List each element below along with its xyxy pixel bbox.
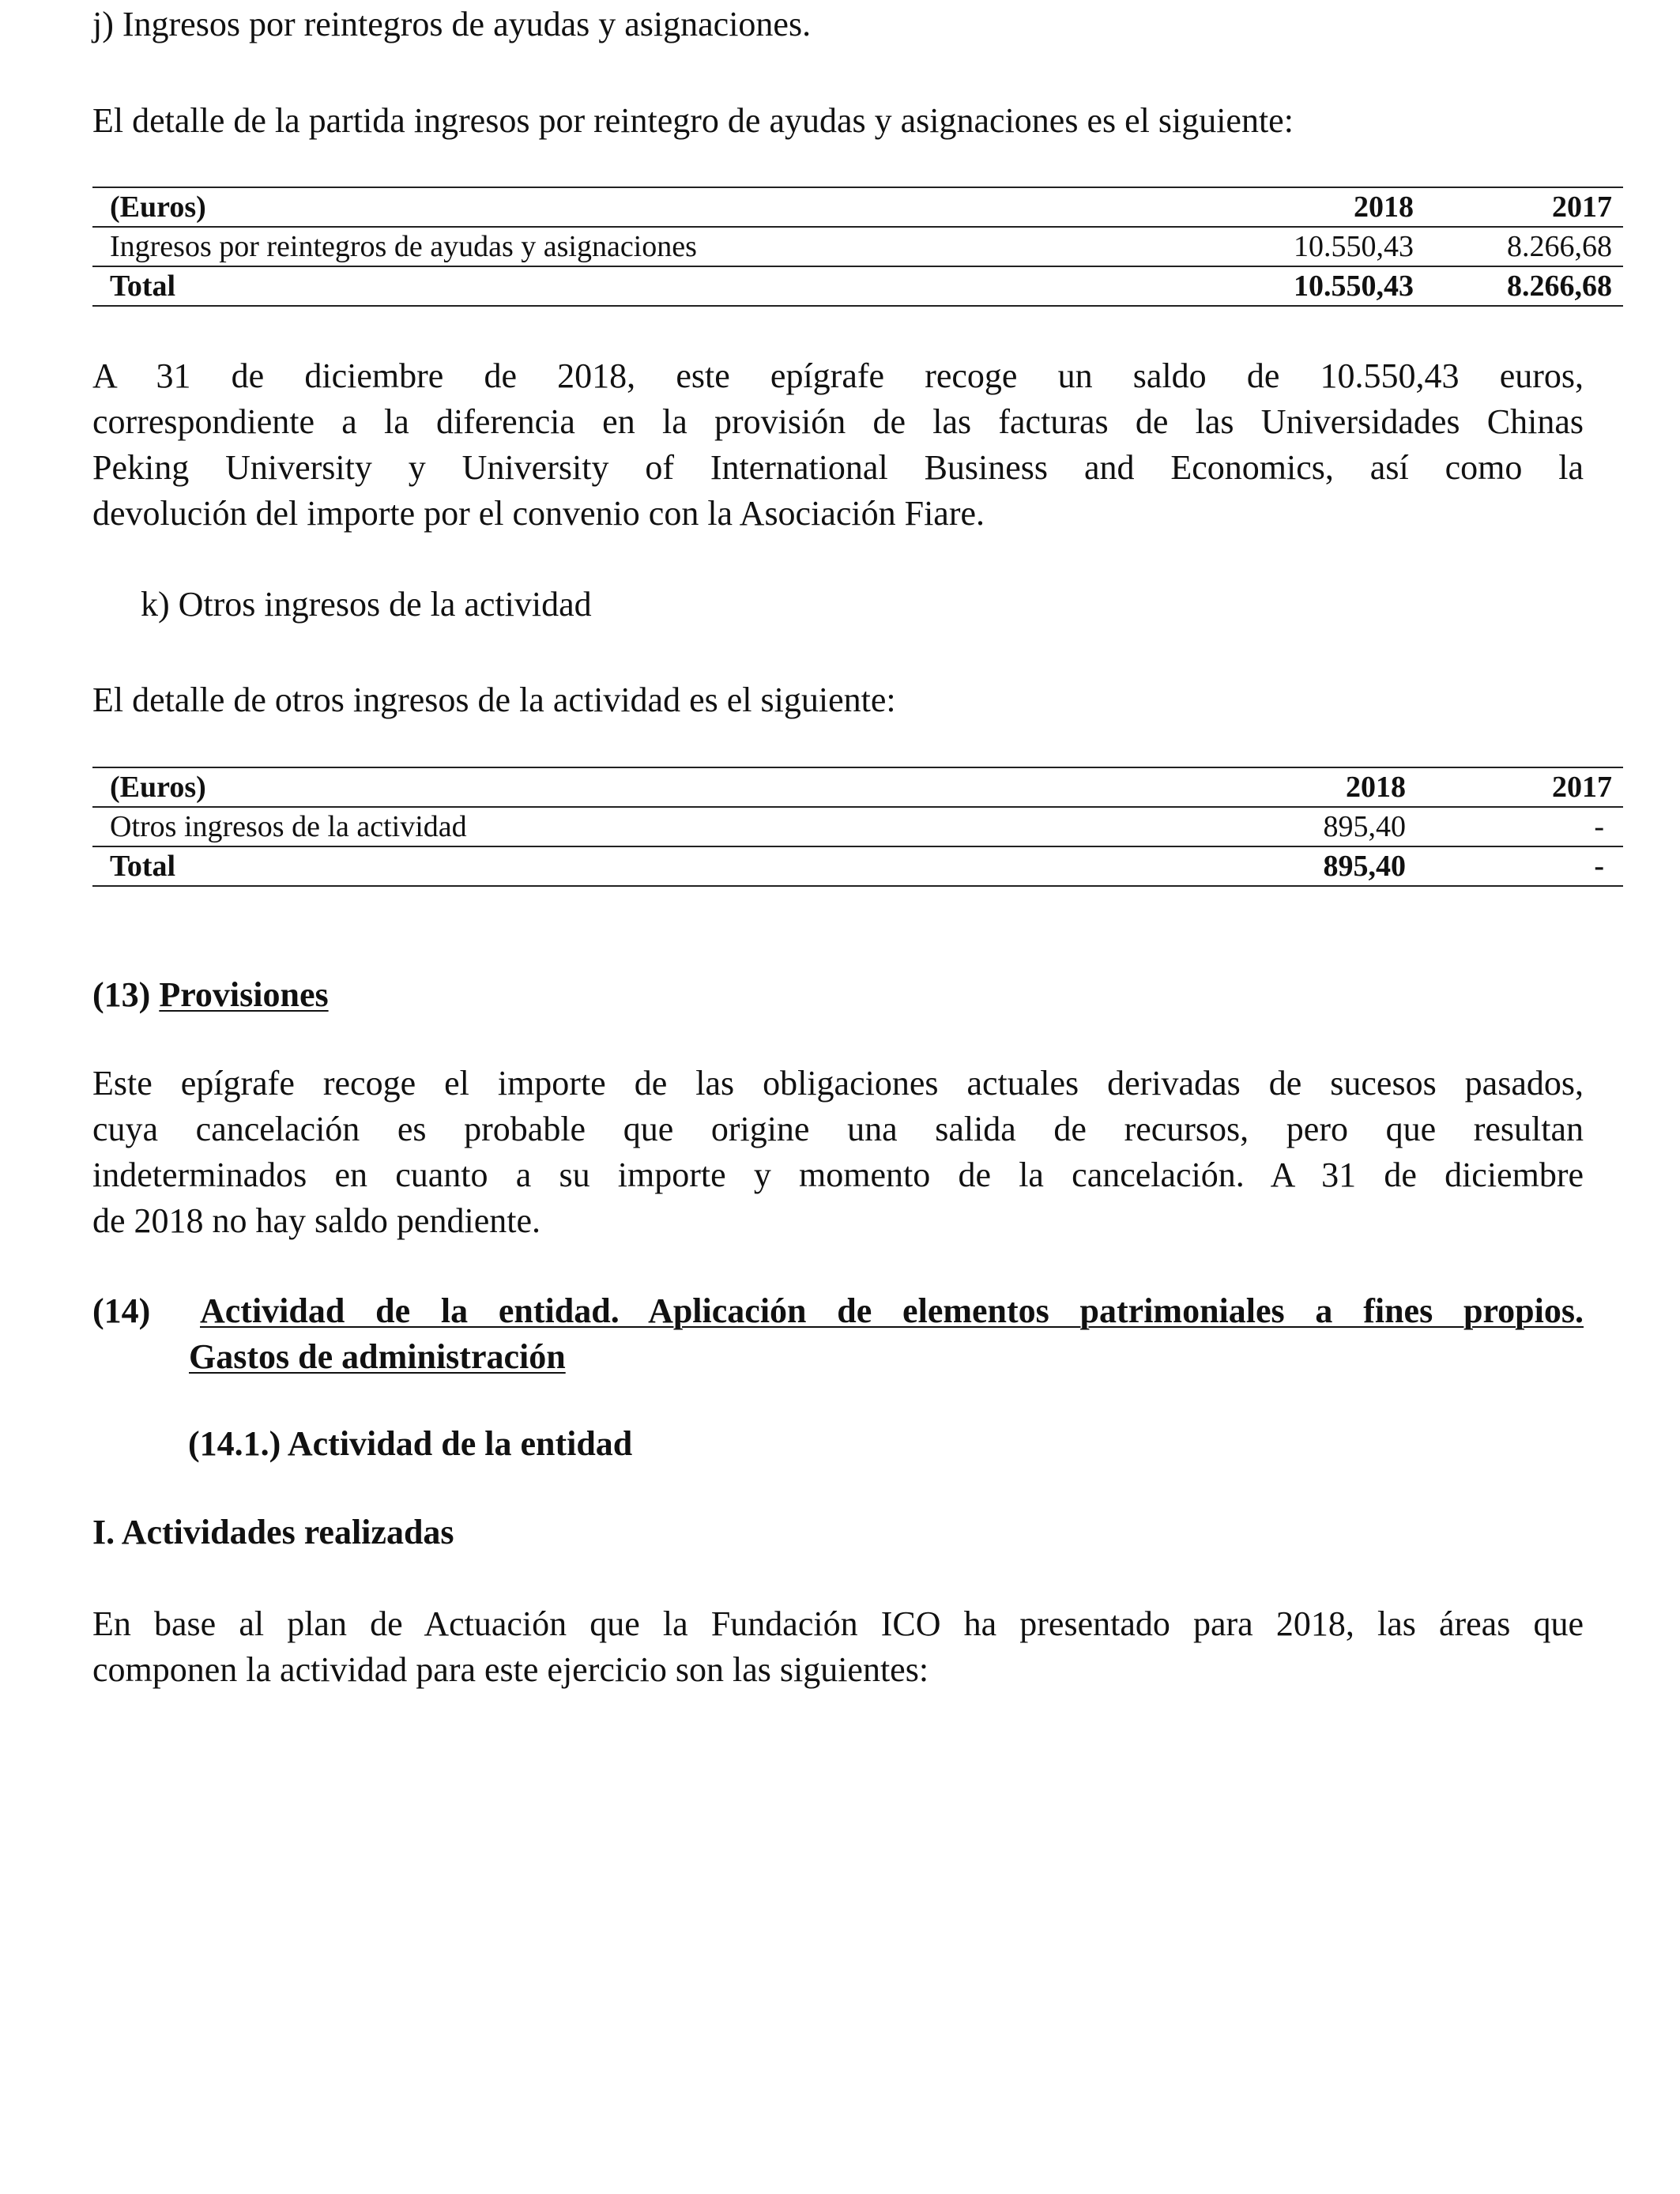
section-14-title-line2: Gastos de administración (189, 1337, 566, 1376)
total-label: Total (92, 266, 1238, 306)
paragraph-line: de 2018 no hay saldo pendiente. (92, 1201, 541, 1240)
section-13-heading (92, 972, 1584, 1018)
table-reintegros (92, 187, 1623, 307)
paragraph-line: Peking University y University of International Business and Economics, así como la (92, 448, 1584, 487)
table-header-row (92, 187, 1623, 227)
paragraph-line: correspondiente a la diferencia en la provisión de las facturas de las Universidades Chinas (92, 402, 1584, 441)
total-value-2018: 10.550,43 (1238, 266, 1425, 306)
table-header-2017: 2017 (1425, 187, 1623, 227)
paragraph-line: A 31 de diciembre de 2018, este epígrafe recoge un saldo de 10.550,43 euros, (92, 356, 1584, 395)
row-value-2018: 10.550,43 (1238, 227, 1425, 266)
section-13-number: (13) (92, 975, 151, 1014)
total-value-2017: - (1417, 846, 1623, 886)
section-14-number: (14) (92, 1291, 151, 1330)
row-value-2018: 895,40 (1230, 807, 1417, 846)
section-14-paragraph (92, 1601, 1584, 1693)
table-header-label: (Euros) (92, 187, 1238, 227)
activities-heading: I. Actividades realizadas (92, 1513, 454, 1551)
section-k-intro: El detalle de otros ingresos de la actividad es el siguiente: (92, 680, 896, 719)
section-13-paragraph (92, 1061, 1584, 1244)
table-row (92, 227, 1623, 266)
table-header-2018: 2018 (1238, 187, 1425, 227)
section-j-heading: j) Ingresos por reintegros de ayudas y asignaciones. (92, 5, 812, 43)
row-value-2017: - (1417, 807, 1623, 846)
table-header-2017: 2017 (1417, 767, 1623, 807)
total-value-2017: 8.266,68 (1425, 266, 1623, 306)
section-14-title-line1: Actividad de la entidad. Aplicación de elementos patrimoniales a fines propios. (200, 1291, 1584, 1330)
section-13-title: Provisiones (159, 975, 329, 1014)
table-otros-ingresos (92, 767, 1623, 887)
row-label: Ingresos por reintegros de ayudas y asignaciones (92, 227, 1238, 266)
paragraph-line: devolución del importe por el convenio con la Asociación Fiare. (92, 494, 985, 533)
row-value-2017: 8.266,68 (1425, 227, 1623, 266)
table-header-row (92, 767, 1623, 807)
row-label: Otros ingresos de la actividad (92, 807, 1230, 846)
paragraph-line: Este epígrafe recoge el importe de las obligaciones actuales derivadas de sucesos pasados, (92, 1064, 1584, 1103)
paragraph-line: cuya cancelación es probable que origine una salida de recursos, pero que resultan (92, 1110, 1584, 1148)
section-k-heading: k) Otros ingresos de la actividad (141, 585, 592, 624)
total-value-2018: 895,40 (1230, 846, 1417, 886)
table-row (92, 807, 1623, 846)
table-total-row (92, 846, 1623, 886)
section-j-paragraph (92, 353, 1584, 537)
paragraph-line: En base al plan de Actuación que la Fundación ICO ha presentado para 2018, las áreas que (92, 1604, 1584, 1643)
section-14-1-subheading: (14.1.) Actividad de la entidad (188, 1424, 633, 1463)
table-header-label: (Euros) (92, 767, 1230, 807)
table-header-2018: 2018 (1230, 767, 1417, 807)
paragraph-line: indeterminados en cuanto a su importe y momento de la cancelación. A 31 de diciembre (92, 1155, 1584, 1194)
paragraph-line: componen la actividad para este ejercicio son las siguientes: (92, 1650, 929, 1689)
section-j-intro: El detalle de la partida ingresos por reintegro de ayudas y asignaciones es el siguiente: (92, 101, 1294, 140)
table-total-row (92, 266, 1623, 306)
total-label: Total (92, 846, 1230, 886)
